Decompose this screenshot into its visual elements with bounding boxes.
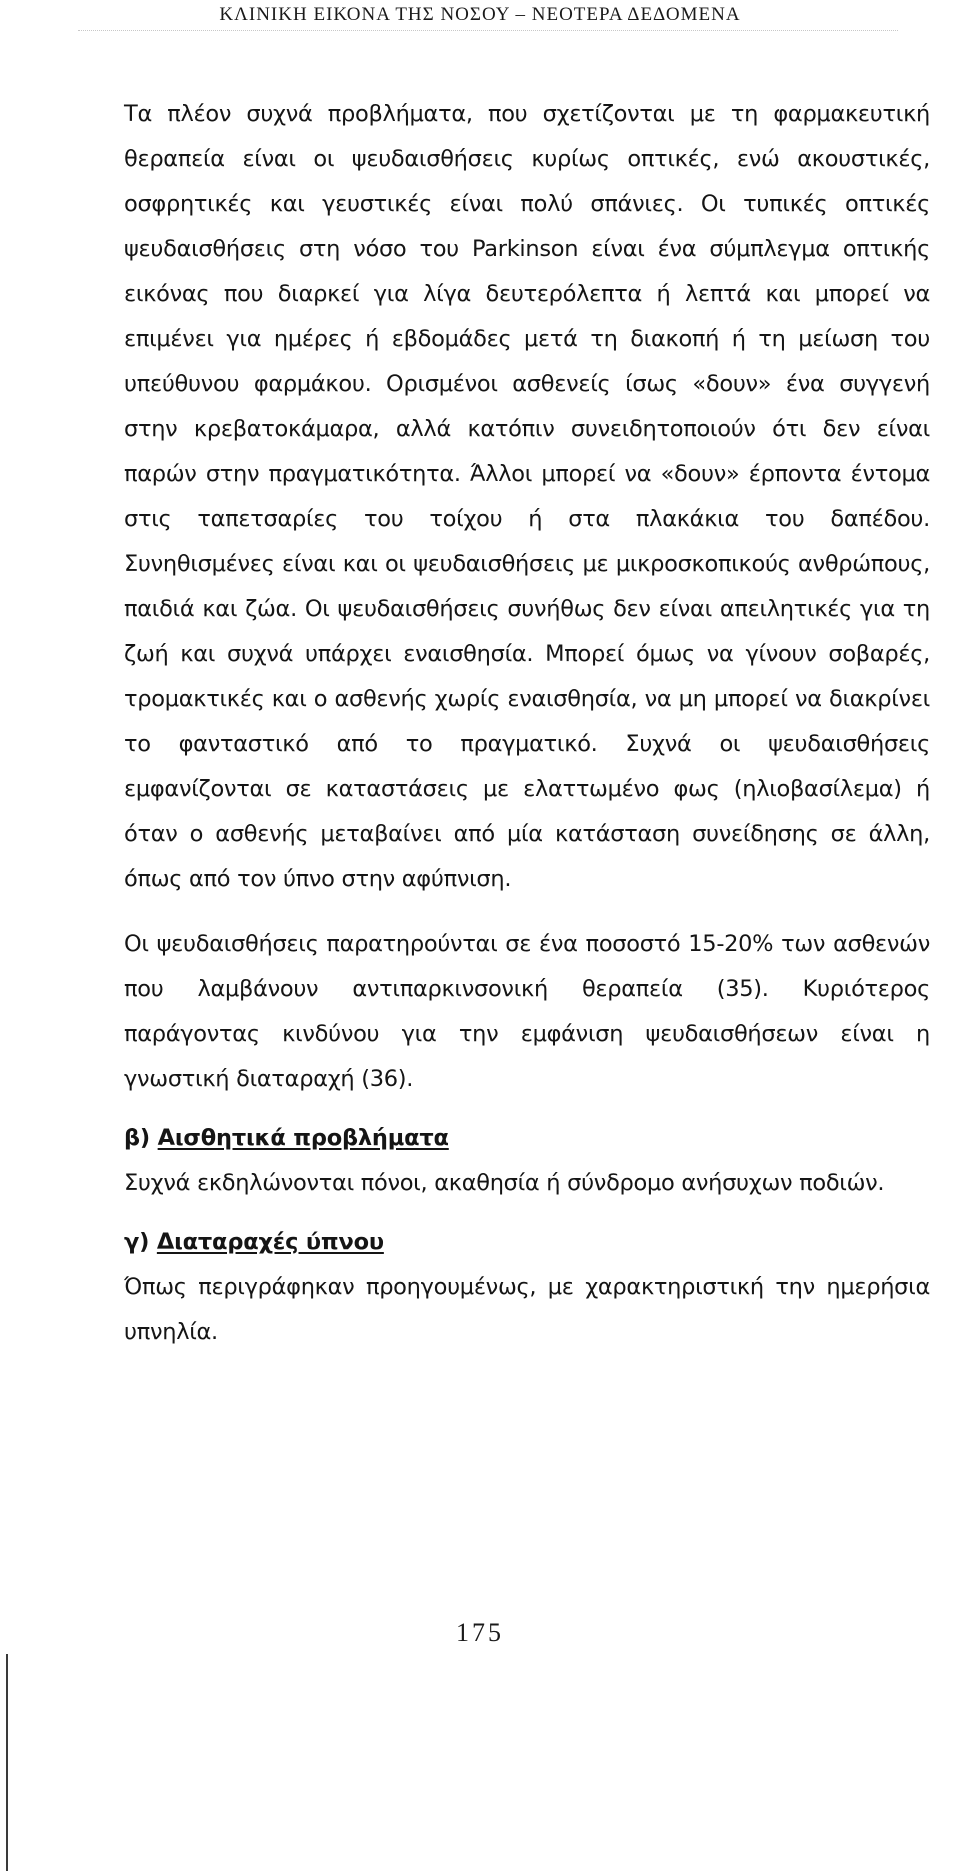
paragraph-sensory: Συχνά εκδηλώνονται πόνοι, ακαθησία ή σύνδρομο ανήσυχων ποδιών. <box>124 1170 885 1196</box>
paragraph-sleep: Όπως περιγράφηκαν προηγουμένως, με χαρακτηριστική την ημερήσια υπνηλία. <box>124 1274 930 1345</box>
section-title: Διαταραχές ύπνου <box>156 1229 384 1255</box>
running-header: ΚΛΙΝΙΚΗ ΕΙΚΟΝΑ ΤΗΣ ΝΟΣΟΥ – ΝΕΟΤΕΡΑ ΔΕΔΟΜΕΝΑ <box>219 4 741 25</box>
header-divider <box>78 30 898 31</box>
section-title: Αισθητικά προβλήματα <box>157 1125 449 1151</box>
section-heading-sensory <box>124 1116 930 1161</box>
paragraph-prevalence: Οι ψευδαισθήσεις παρατηρούνται σε ένα ποσοστό 15-20% των ασθενών που λαμβάνουν αντιπαρκινσονική θεραπεία (35). Κυριότερος παράγοντας κινδύνου για την εμφάνιση ψευδαισθήσεων είναι η γνωστική διαταραχή (36). <box>124 931 930 1092</box>
scan-edge-line <box>6 1654 8 1871</box>
section-heading-sleep <box>124 1220 930 1265</box>
section-marker: γ) <box>124 1229 150 1255</box>
section-marker: β) <box>124 1125 150 1151</box>
page-number: 175 <box>456 1618 504 1647</box>
page-body <box>124 92 930 1355</box>
paragraph-hallucinations: Τα πλέον συχνά προβλήματα, που σχετίζονται με τη φαρμακευτική θεραπεία είναι οι ψευδαισθήσεις κυρίως οπτικές, ενώ ακουστικές, οσφρητικές και γευστικές είναι πολύ σπάνιες. Οι τυπικές οπτικές ψευδαισθήσεις στη νόσο του Parkinson είναι ένα σύμπλεγμα οπτικής εικόνας που διαρκεί για λίγα δευτερόλεπτα ή λεπτά και μπορεί να επιμένει για ημέρες ή εβδομάδες μετά τη διακοπή ή τη μείωση του υπεύθυνου φαρμάκου. Ορισμένοι ασθενείς ίσως «δουν» ένα συγγενή στην κρεβατοκάμαρα, αλλά κατόπιν συνειδητοποιούν ότι δεν είναι παρών στην πραγματικότητα. Άλλοι μπορεί να «δουν» έρποντα έντομα στις ταπετσαρίες του τοίχου ή στα πλακάκια του δαπέδου. Συνηθισμένες είναι και οι ψευδαισθήσεις με μικροσκοπικούς ανθρώπους, παιδιά και ζώα. Οι ψευδαισθήσεις συνήθως δεν είναι απειλητικές για τη ζωή και συχνά υπάρχει εναισθησία. Μπορεί όμως να γίνουν σοβαρές, τρομακτικές και ο ασθενής χωρίς εναισθησία, να μη μπορεί να διακρίνει το φανταστικό από το πραγματικό. Συχνά οι ψευδαισθήσεις εμφανίζονται σε καταστάσεις με ελαττωμένο φως (ηλιοβασίλεμα) ή όταν ο ασθενής μεταβαίνει από μία κατάσταση συνείδησης σε άλλη, όπως από τον ύπνο στην αφύπνιση. <box>124 101 930 892</box>
